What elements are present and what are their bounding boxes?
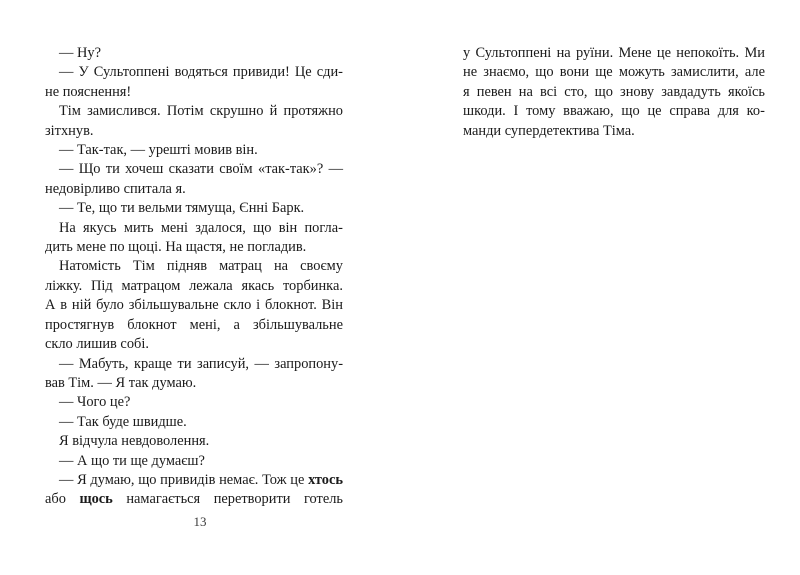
word: погладив. [243, 239, 307, 256]
text-line [45, 471, 343, 490]
word: або [45, 491, 66, 508]
word: сди- [316, 64, 343, 81]
word: що [95, 200, 118, 217]
text-line [45, 277, 343, 296]
word: він. [232, 142, 258, 159]
word: що [621, 103, 640, 120]
text-line [463, 83, 765, 102]
word: мить [123, 219, 154, 236]
text-line [45, 316, 343, 335]
word: блокнот. [264, 297, 317, 314]
word: — [59, 45, 74, 61]
right-page-text-column [463, 44, 765, 141]
word: перетворити [213, 491, 291, 508]
word: по [106, 239, 125, 256]
word: На [161, 239, 183, 256]
word: мені, [189, 316, 221, 333]
word: що [138, 471, 157, 488]
word: думаєш? [147, 452, 205, 469]
word: і [256, 297, 261, 314]
word: Він [321, 297, 343, 314]
word: тому [526, 103, 556, 120]
word: супердетектива [501, 122, 600, 139]
word: ти [109, 452, 127, 469]
word: знову [620, 83, 655, 100]
text-line [45, 374, 343, 393]
word: у [463, 45, 471, 61]
word: справа [669, 103, 710, 120]
word: непокоїть. [676, 45, 740, 61]
text-line [463, 122, 765, 141]
word: Ми [744, 45, 765, 61]
word: Те, [73, 200, 96, 217]
text-line [45, 355, 343, 374]
word: — [59, 452, 74, 469]
word: — [93, 374, 112, 391]
word: Тіма. [599, 122, 635, 139]
text-line [45, 257, 343, 276]
word: Тім. [64, 374, 94, 391]
word: А [73, 452, 88, 469]
left-page-text-column [45, 44, 343, 510]
word: це [647, 103, 662, 120]
word: погла- [304, 219, 343, 236]
text-line [45, 452, 343, 471]
word: записуй, [197, 355, 250, 372]
word: спитала [120, 180, 172, 197]
text-line [45, 122, 343, 141]
word: певен [476, 83, 512, 100]
word: У [78, 64, 89, 81]
word: собі. [116, 336, 149, 353]
word: Єнні [235, 200, 269, 217]
word: блокнот [127, 316, 177, 333]
word: й [269, 103, 278, 120]
word: ко- [746, 103, 765, 120]
text-line [45, 160, 343, 179]
word: Мабуть, [78, 355, 129, 372]
word: А [45, 297, 56, 314]
word: думаю, [90, 471, 135, 488]
word: Це [294, 64, 312, 81]
word: але [744, 64, 765, 81]
word: Я [59, 433, 69, 450]
text-line [45, 180, 343, 199]
word: запропону- [274, 355, 343, 372]
word: — [328, 161, 343, 178]
word: вони [559, 64, 590, 81]
word: матрацом [121, 277, 181, 294]
word: — [59, 413, 74, 430]
word: пояснення! [59, 83, 132, 100]
word: ти [117, 200, 135, 217]
word: зітхнув. [45, 122, 94, 139]
word: замислити, [670, 64, 739, 81]
word: швидше. [129, 413, 187, 430]
right-page [400, 0, 800, 575]
word: лишив [72, 336, 117, 353]
word: буде [98, 413, 130, 430]
text-line [463, 44, 765, 63]
word: Потім [166, 103, 204, 120]
word: на [556, 45, 571, 61]
word: замислився. [87, 103, 161, 120]
word: це [290, 471, 305, 488]
word: Барк. [268, 200, 305, 217]
text-line [45, 219, 343, 238]
text-line [45, 83, 343, 102]
word: Ну? [73, 45, 101, 61]
word: знаємо, [483, 64, 530, 81]
word: підняв [166, 258, 208, 275]
text-line [45, 393, 343, 412]
word: «так-так»? [258, 161, 324, 178]
text-line [463, 102, 765, 121]
word: мені [160, 219, 189, 236]
word: скло [223, 297, 252, 314]
word: не [225, 239, 244, 256]
word: ній [71, 297, 92, 314]
word: ще [595, 64, 613, 81]
word: скло [45, 336, 73, 353]
word: тямуща, [181, 200, 236, 217]
word: Натомість [59, 258, 121, 275]
text-line [45, 335, 343, 354]
word: на [518, 83, 533, 100]
word: на [273, 258, 289, 275]
word: це [656, 45, 671, 61]
word: ти [105, 161, 120, 178]
word: я [463, 83, 470, 100]
word: своїм [219, 161, 253, 178]
text-line [45, 432, 343, 451]
word: Під [91, 277, 113, 294]
word: збільшувальне [128, 297, 219, 314]
word: щось [79, 491, 113, 508]
word: не [45, 83, 60, 100]
word: було [96, 297, 124, 314]
word: що [535, 64, 554, 81]
word: Я [111, 374, 126, 391]
word: торбинка. [282, 277, 343, 294]
word: що [87, 452, 110, 469]
word: в [60, 297, 68, 314]
word: Мене [618, 45, 652, 61]
word: — [59, 355, 74, 372]
word: своєму [300, 258, 343, 275]
word: манди [463, 122, 502, 139]
word: Чого [73, 394, 107, 411]
word: привидів [160, 471, 216, 488]
word: Сультоппені [475, 45, 552, 61]
word: всі [539, 83, 558, 100]
word: якоїсь [727, 83, 765, 100]
word: хтось [308, 471, 343, 488]
word: Так [73, 413, 99, 430]
word: Тім [59, 103, 81, 120]
text-line [463, 63, 765, 82]
word: І [513, 103, 519, 120]
word: — [59, 394, 74, 411]
page-number: 13 [193, 514, 207, 529]
word: Так-так, [73, 142, 128, 159]
word: вважаю, [563, 103, 614, 120]
word: хочеш [125, 161, 164, 178]
word: думаю. [148, 374, 197, 391]
word: ще [126, 452, 148, 469]
word: не [463, 64, 478, 81]
word: завдадуть [661, 83, 721, 100]
word: дить [45, 239, 73, 256]
word: намагається [126, 491, 201, 508]
word: збільшувальне [252, 316, 343, 333]
word: — [127, 142, 146, 159]
word: На [59, 219, 76, 236]
text-line [45, 63, 343, 82]
word: водяться [174, 64, 228, 81]
word: привиди! [232, 64, 290, 81]
word: матрац [219, 258, 262, 275]
word: це? [106, 394, 131, 411]
word: руїни. [575, 45, 614, 61]
word: невдоволення. [117, 433, 210, 450]
word: вельми [134, 200, 182, 217]
word: урешті [145, 142, 191, 159]
word: так [125, 374, 149, 391]
word: — [59, 161, 74, 178]
word: щоці. [124, 239, 162, 256]
word: сто, [564, 83, 588, 100]
word: що [253, 219, 272, 236]
word: шкоди. [463, 103, 506, 120]
word: готель [304, 491, 343, 508]
text-line [45, 44, 343, 63]
word: — [59, 200, 74, 217]
word: лежала [189, 277, 233, 294]
word: що [594, 83, 613, 100]
word: ти [177, 355, 192, 372]
word: — [254, 355, 269, 372]
word: для [717, 103, 739, 120]
word: щастя, [182, 239, 226, 256]
word: можуть [618, 64, 665, 81]
word: Що [78, 161, 101, 178]
word: недовірливо [45, 180, 120, 197]
word: немає. [219, 471, 259, 488]
word: скрушно [209, 103, 264, 120]
word: протяжно [283, 103, 343, 120]
word: — [59, 142, 74, 159]
word: — [59, 471, 74, 488]
word: ліжку. [45, 277, 83, 294]
word: відчула [68, 433, 118, 450]
text-line [45, 141, 343, 160]
word: Я [77, 471, 87, 488]
text-line [45, 413, 343, 432]
word: якусь [83, 219, 117, 236]
word: здалося, [195, 219, 246, 236]
word: Тім [132, 258, 155, 275]
word: а [233, 316, 240, 333]
text-line [45, 296, 343, 315]
word: я. [171, 180, 186, 197]
word: краще [134, 355, 173, 372]
text-line [45, 238, 343, 257]
word: він [278, 219, 298, 236]
text-line [45, 199, 343, 218]
word: — [59, 64, 74, 81]
word: сказати [168, 161, 214, 178]
word: Сультоппені [93, 64, 170, 81]
word: мовив [190, 142, 232, 159]
word: мене [72, 239, 107, 256]
text-line [45, 490, 343, 509]
word: простягнув [45, 316, 115, 333]
word: вав [45, 374, 65, 391]
word: якась [241, 277, 275, 294]
text-line [45, 102, 343, 121]
word: Тож [262, 471, 287, 488]
